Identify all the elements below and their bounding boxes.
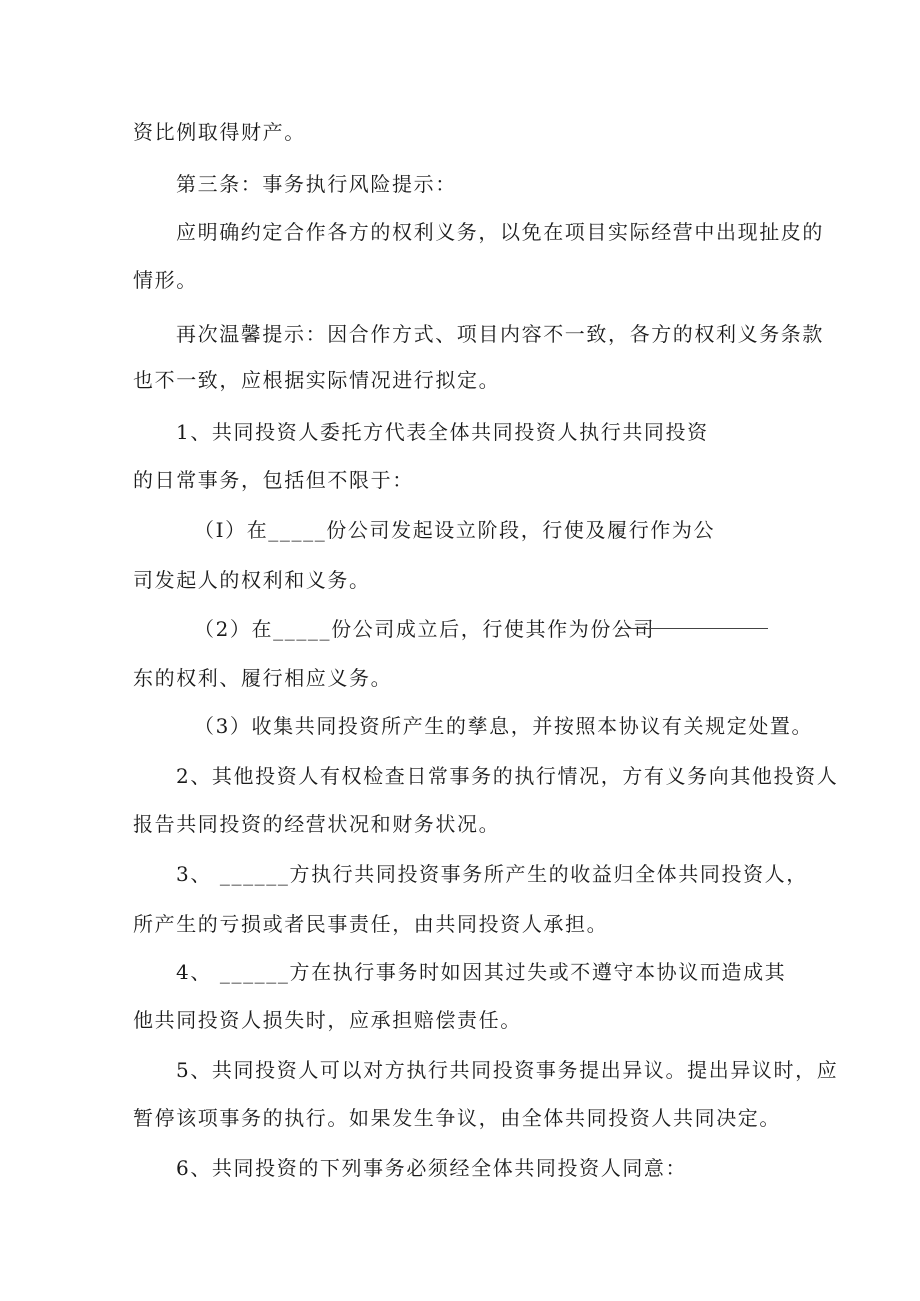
text-line: 再次温馨提示：因合作方式、项目内容不一致，各方的权利义务条款 xyxy=(176,322,824,346)
text-line: 报告共同投资的经营状况和财务状况。 xyxy=(133,812,501,836)
text-line: 的日常事务，包括但不限于： xyxy=(133,468,414,492)
clause-1-line: 1、共同投资人委托方代表全体共同投资人执行共同投资 xyxy=(176,420,709,444)
text-line: 也不一致，应根据实际情况进行拟定。 xyxy=(133,368,501,392)
clause-2-line: 2、其他投资人有权检查日常事务的执行情况，方有义务向其他投资人 xyxy=(176,764,839,788)
text-line: 所产生的亏损或者民事责任，由共同投资人承担。 xyxy=(133,912,609,936)
text-line: 暂停该项事务的执行。如果发生争议，由全体共同投资人共同决定。 xyxy=(133,1106,781,1130)
text-line: 他共同投资人损失时，应承担赔偿责任。 xyxy=(133,1008,522,1032)
blank-underline xyxy=(618,628,768,629)
clause-3-line: 3、 ______方执行共同投资事务所产生的收益归全体共同投资人， xyxy=(176,862,808,886)
text-line: 资比例取得财产。 xyxy=(133,120,306,144)
item-1-line: （I）在_____份公司发起设立阶段，行使及履行作为公 xyxy=(194,518,716,542)
text-line: 东的权利、履行相应义务。 xyxy=(133,666,393,690)
item-2-line: （2）在_____份公司成立后，行使其作为份公司 xyxy=(194,617,656,641)
section-heading: 第三条：事务执行风险提示： xyxy=(176,172,457,196)
text-line: 情形。 xyxy=(133,268,198,292)
clause-4-line: 4、 ______方在执行事务时如因其过失或不遵守本协议而造成其 xyxy=(176,960,787,984)
text-line: 司发起人的权利和义务。 xyxy=(133,568,371,592)
clause-5-line: 5、共同投资人可以对方执行共同投资事务提出异议。提出异议时，应 xyxy=(176,1058,839,1082)
item-3-line: （3）收集共同投资所产生的孳息，并按照本协议有关规定处置。 xyxy=(194,714,814,738)
text-line: 应明确约定合作各方的权利义务，以免在项目实际经营中出现扯皮的 xyxy=(176,220,824,244)
clause-6-line: 6、共同投资的下列事务必须经全体共同投资人同意： xyxy=(176,1156,688,1180)
